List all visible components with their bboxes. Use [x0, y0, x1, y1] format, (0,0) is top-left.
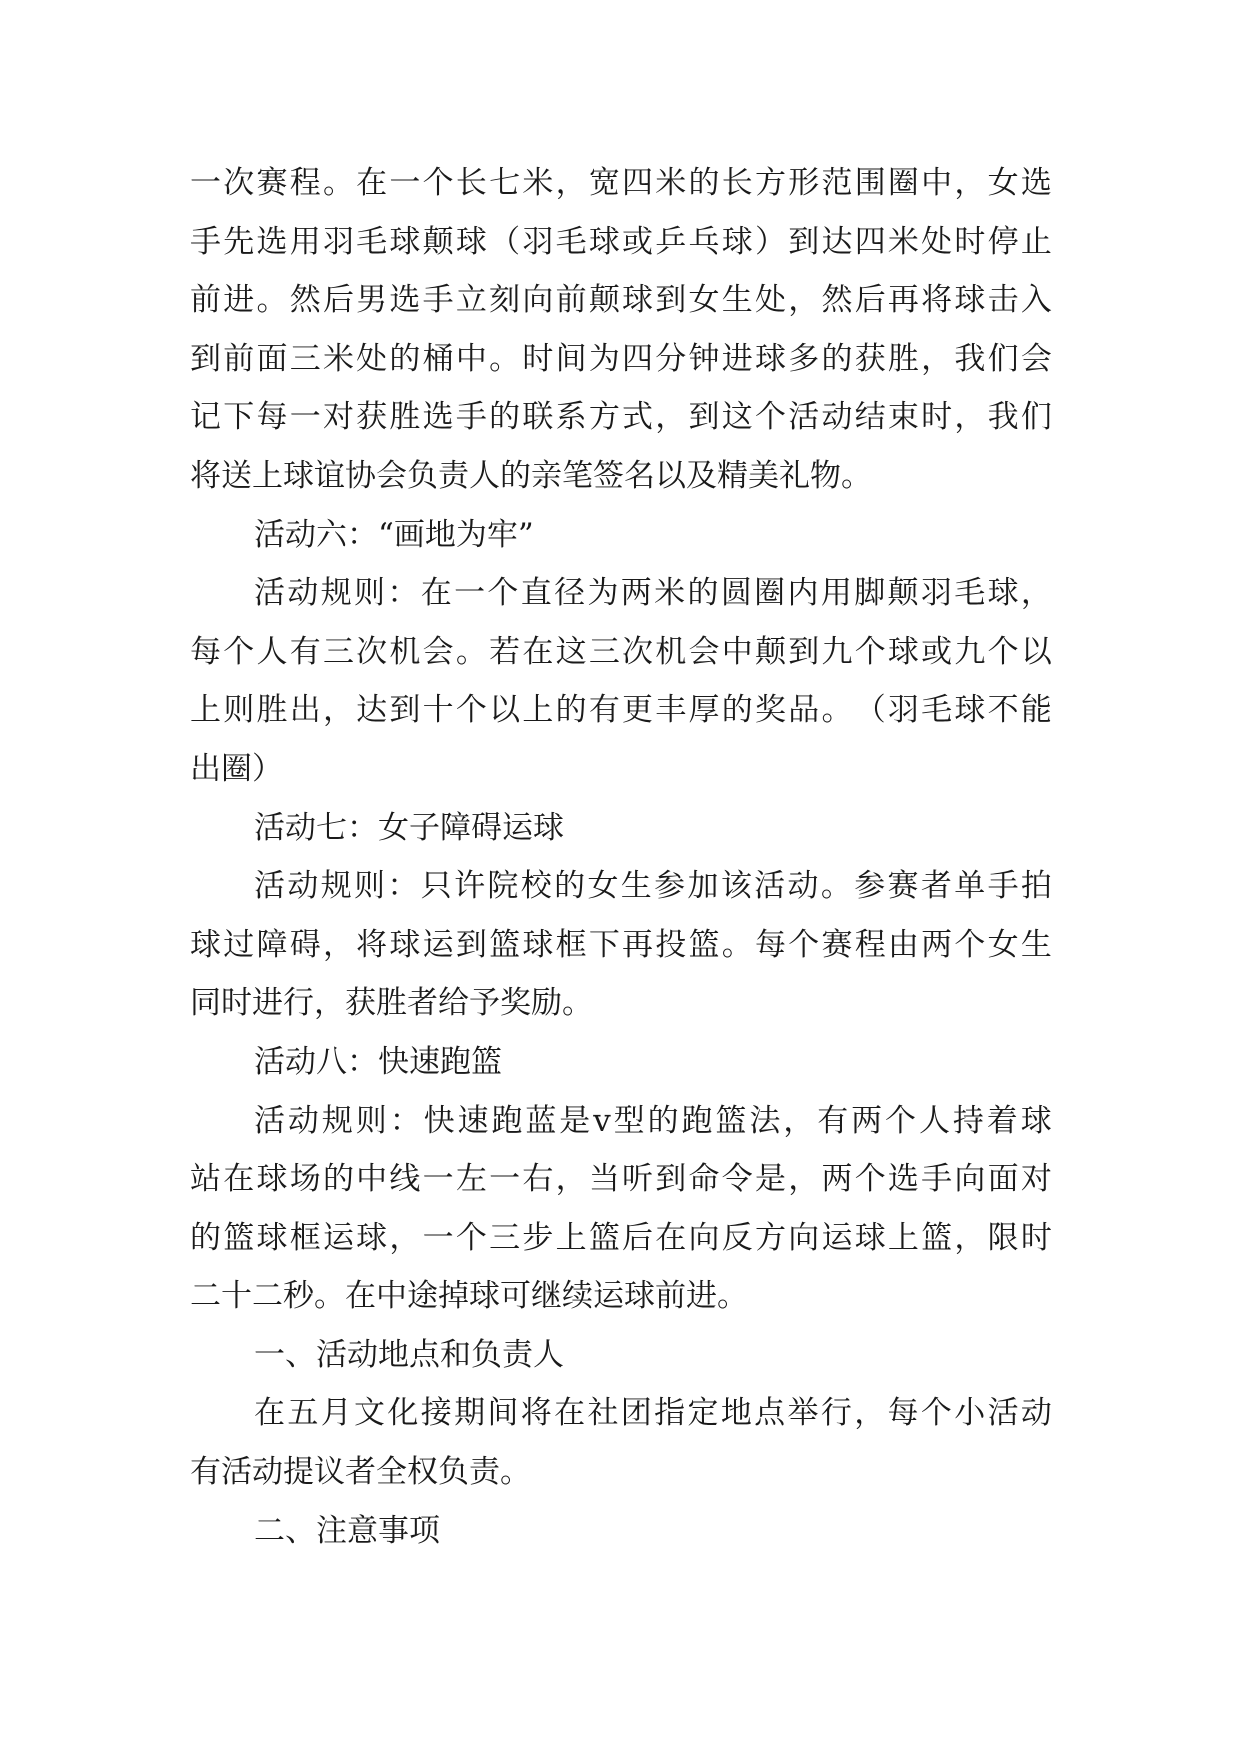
- text-line: 手 先 选 用 羽 毛 球 颠 球 （ 羽 毛 球 或 乒 乓 球 ） 到 达 四 米 处 时 停 止: [190, 223, 1052, 260]
- text-line: 活 动 规 则 ： 在 一 个 直 径 为 两 米 的 圆 圈 内 用 脚 颠 羽 毛 球 ，: [254, 575, 1052, 612]
- text-line: 到 前 面 三 米 处 的 桶 中 。 时 间 为 四 分 钟 进 球 多 的 获 胜 ， 我 们 会: [190, 340, 1052, 377]
- text-line: 活动七：女子障碍运球: [254, 809, 564, 846]
- text-line: 二十二秒。在中途掉球可继续运球前进。: [190, 1278, 748, 1315]
- text-line: 每 个 人 有 三 次 机 会 。 若 在 这 三 次 机 会 中 颠 到 九 个 球 或 九 个 以: [190, 633, 1052, 670]
- text-line: 同时进行，获胜者给予奖励。: [190, 985, 593, 1022]
- text-line: 一、活动地点和负责人: [254, 1336, 564, 1373]
- text-line: 活动六：“画地为牢”: [254, 516, 534, 553]
- text-line: 上 则 胜 出 ， 达 到 十 个 以 上 的 有 更 丰 厚 的 奖 品 。 （ 羽 毛 球 不 能: [190, 692, 1052, 729]
- text-line: 二、注意事项: [254, 1512, 440, 1549]
- text-line: 活 动 规 则 ： 快 速 跑 蓝 是 v 型 的 跑 篮 法 ， 有 两 个 人 持 着 球: [254, 1102, 1052, 1139]
- text-line: 出圈）: [190, 750, 283, 787]
- text-line: 将送上球谊协会负责人的亲笔签名以及精美礼物。: [190, 457, 872, 494]
- text-line: 活 动 规 则 ： 只 许 院 校 的 女 生 参 加 该 活 动 。 参 赛 者 单 手 拍: [254, 868, 1052, 905]
- document-body: [190, 154, 1052, 1560]
- text-line: 在 五 月 文 化 接 期 间 将 在 社 团 指 定 地 点 举 行 ， 每 个 小 活 动: [254, 1395, 1052, 1432]
- text-line: 一 次 赛 程 。 在 一 个 长 七 米 ， 宽 四 米 的 长 方 形 范 围 圈 中 ， 女 选: [190, 165, 1052, 201]
- text-line: 活动八：快速跑篮: [254, 1043, 502, 1080]
- text-line: 的 篮 球 框 运 球 ， 一 个 三 步 上 篮 后 在 向 反 方 向 运 球 上 篮 ， 限 时: [190, 1219, 1052, 1256]
- text-line: 有活动提议者全权负责。: [190, 1454, 531, 1491]
- text-line: 前 进 。 然 后 男 选 手 立 刻 向 前 颠 球 到 女 生 处 ， 然 后 再 将 球 击 入: [190, 282, 1052, 319]
- text-line: 球 过 障 碍 ， 将 球 运 到 篮 球 框 下 再 投 篮 。 每 个 赛 程 由 两 个 女 生: [190, 926, 1052, 963]
- text-line: 站 在 球 场 的 中 线 一 左 一 右 ， 当 听 到 命 令 是 ， 两 个 选 手 向 面 对: [190, 1161, 1052, 1198]
- text-line: 记 下 每 一 对 获 胜 选 手 的 联 系 方 式 ， 到 这 个 活 动 结 束 时 ， 我 们: [190, 399, 1052, 436]
